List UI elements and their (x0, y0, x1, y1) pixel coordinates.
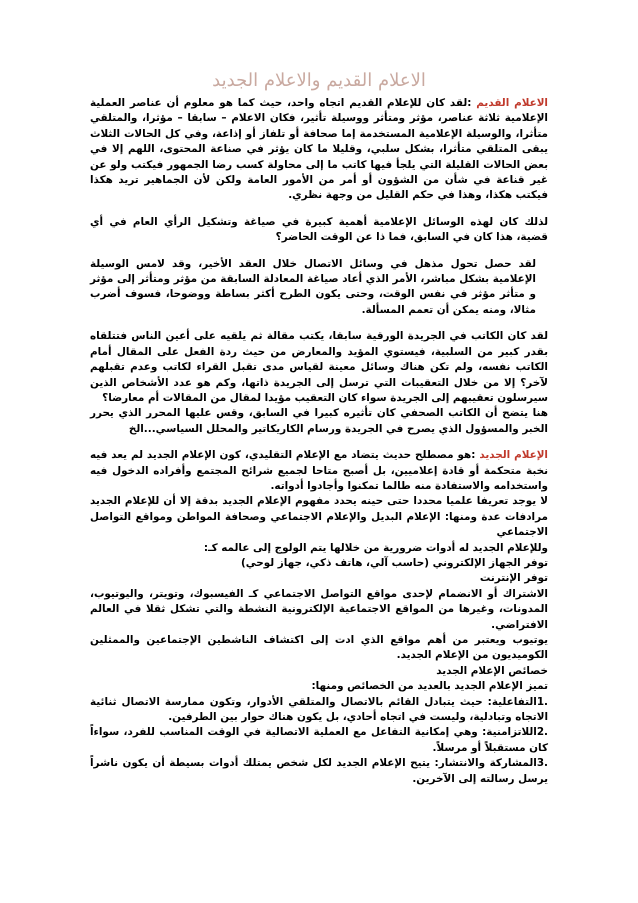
paragraph-definition: لا يوجد تعريفا علميا محددا حتى حينه يحدد مفهوم الإعلام الجديد بدقة إلا أن للإعلام الجديد مرادفات عدة ومنها: الإعلام البديل والإعلام الاجتماعي وصحافة المواطن ومواقع التواصل الاجتماعي (90, 495, 548, 539)
document-title: الاعلام القديم والاعلام الجديد (212, 70, 426, 91)
term-old-media: الاعلام القديم (476, 97, 548, 109)
tool-device: توفر الجهاز الإلكتروني (حاسب آلي، هاتف ذكي، جهاز لوحي) (240, 556, 548, 569)
tool-internet: توفر الإنترنت (479, 572, 548, 585)
paragraph-transformation: لقد حصل تحول مذهل في وسائل الاتصال خلال العقد الأخير، وقد لامس الوسيلة الإعلامية بشكل مباشر، الأمر الذي أعاد صياغة المعادلة السابقة من مؤثر ومتأثر إلى مؤثر و متأثر مؤثر في نفس الوقت، وحتى يكون الطرح أكثر بساطة ووضوحا، فسوف أضرب مثالا، ومنه يمكن أن تعمم المسألة. (90, 257, 536, 316)
paragraph-old-media-text: :لقد كان للإعلام القديم اتجاه واحد، حيث كما هو معلوم أن عناصر العملية الإعلامية ثلاثة عناصر، مؤثر ومتأثر ووسيلة تأثير، فكان الاعلام – سابقا – مؤثرا، والمتلقي متأثرا، والوسيلة الإعلامية المستخدمة إما صحافة أو تلفاز أو إذاعة، وفي كل الحالات الثلاث يبقى المتلقي متأثرا، بشكل سلبي، وقليلا ما كان يؤثر في صناعة المحتوى، اللهم إلا في بعض الحالات القليلة التي يلجأ فيها كاتب ما إلى محاولة كسب رضا الجمهور فيكتب ولو عن غير قناعة في شأن من الشؤون أو أمر من الأمور العامة ولكن لأن الجماهير تريد هكذا فيكتب هكذا، وهذا في حكم القليل من وجهة نظري. (90, 97, 548, 202)
paragraph-features-intro: تميز الإعلام الجديد بالعديد من الخصائص ومنها: (311, 680, 548, 693)
paragraph-tools: وللإعلام الجديد له أدوات ضرورية من خلالها يتم الولوج إلى عالمه كـ: (203, 541, 548, 554)
paragraph-conclusion: هنا يتضح أن الكاتب الصحفي كان تأثيره كبيرا في السابق، وقس عليها المحرر الذي يحرر الخبر والمسؤول الذي يصرح في الجريدة ورسام الكاريكاتير والمحلل السياسي...الخ (90, 407, 548, 435)
paragraph-youtube: يوتيوب ويعتبر من أهم مواقع الذي ادت إلى اكتشاف الناشطين الإجتماعين والممثلين الكوميديون من الإعلام الجديد. (90, 634, 548, 662)
feature-asynchrony: .2اللاتزامنية: وهي إمكانية التفاعل مع العملية الاتصالية في الوقت المناسب للفرد، سواءاً كان مستقبلاً أو مرسلاً. (90, 726, 548, 754)
paragraph-new-media-text: :هو مصطلح حديث يتضاد مع الإعلام التقليدي، كون الإعلام الجديد لم يعد فيه نخبة متحكمة أو قادة إعلاميين، بل أصبح متاحا لجميع شرائح المجتمع وأفراده الدخول فيه واستخدامه والاستفادة منه طالما تمكنوا وأجادوا أدواته. (90, 449, 548, 492)
feature-participation: .3المشاركة والانتشار: يتيح الإعلام الجديد لكل شخص يمتلك أدوات بسيطة أن يكون ناشراً يرسل رسالته إلى الآخرين. (90, 757, 548, 785)
feature-interactivity: .1التفاعلية: حيث يتبادل القائم بالاتصال والمتلقي الأدوار، وتكون ممارسة الاتصال ثنائية الاتجاه وتبادلية، وليست في اتجاه أحادي، بل يكون هناك حوار بين الطرفين. (90, 695, 548, 724)
tool-social-media: الاشتراك أو الانضمام لإحدى مواقع التواصل الاجتماعي كـ الفيسبوك، وتويتر، واليوتيوب، المدونات، وغيرها من المواقع الاجتماعية الإلكترونية النشطة والتي تشكل ثقلا في العالم الافتراضي. (90, 587, 548, 631)
section-heading-features: خصائص الإعلام الجديد (436, 664, 548, 677)
paragraph-writer-example: لقد كان الكاتب في الجريدة الورقية سابقا، يكتب مقالة ثم يلقيه على أعين الناس فتتلقاه بقدر كبير من السلبية، فيستوي المؤيد والمعارض من حيث ردة الفعل على المقال أمام الكاتب نفسه، ولم تكن هناك وسائل معينة لقياس مدى تقبل القراء لكاتب وعدم تقبلهم لآخر؟ إلا من خلال التعقيبات التي ترسل إلى الجريدة ذاتها، وكم هو عدد الأشخاص الذين سيرسلون تعقيبهم إلى الجريدة سواء كان التعقيب مؤيدا لمقال من المقالات أم معارضا؟ (90, 330, 548, 404)
document-page (90, 70, 548, 787)
paragraph-importance: لذلك كان لهذه الوسائل الإعلامية أهمية كبيرة في صياغة وتشكيل الرأي العام في أي قضية، هذا كان في السابق، فما ذا عن الوقت الحاضر؟ (90, 215, 548, 244)
paragraph-new-media (90, 448, 548, 494)
term-new-media: الإعلام الجديد (479, 449, 548, 462)
paragraph-old-media (90, 96, 548, 204)
